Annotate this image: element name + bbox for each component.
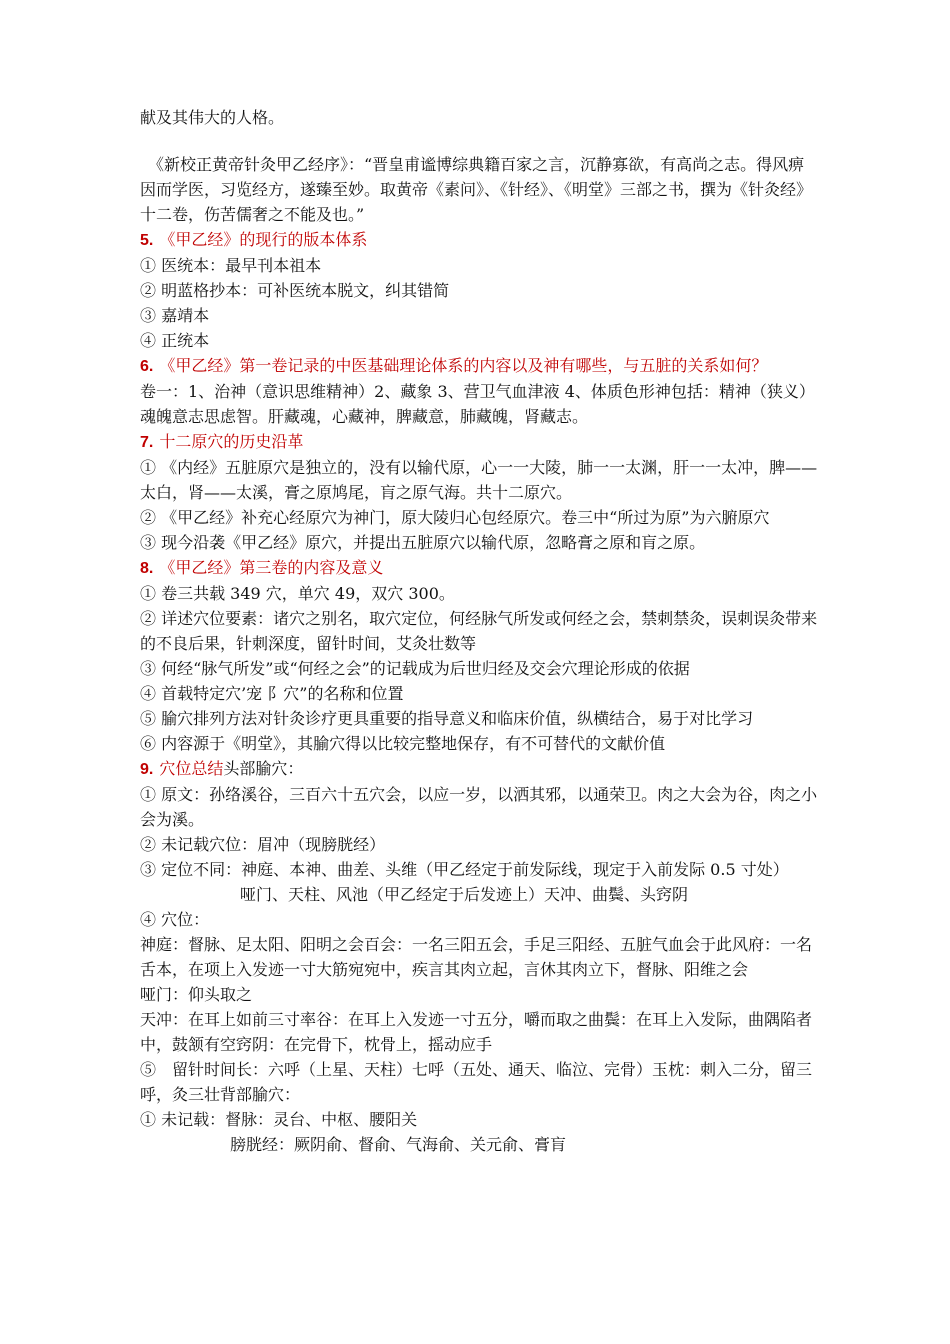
heading-number: 8.	[140, 560, 154, 577]
list-item: ① 《内经》五脏原穴是独立的，没有以输代原，心一一大陵，肺一一太渊，肝一一太冲，脾——太白，肾——太溪，膏之原鸠尾，肓之原气海。共十二原穴。	[140, 458, 818, 502]
heading-text: 《甲乙经》第一卷记录的中医基础理论体系的内容以及神有哪些，与五脏的关系如何？	[159, 356, 768, 375]
paragraph: 天冲：在耳上如前三寸率谷：在耳上入发迹一寸五分，嚼而取之曲鬓：在耳上入发际，曲隅陷者中，鼓颔有空窍阴：在完骨下，枕骨上，摇动应手	[140, 1010, 813, 1054]
indented-line: 膀胱经：厥阴俞、督俞、气海俞、关元俞、膏肓	[230, 1135, 567, 1154]
heading-number: 9.	[140, 761, 154, 778]
text-line: 献及其伟大的人格。	[140, 108, 285, 127]
paragraph: 神庭：督脉、足太阳、阳明之会百会：一名三阳五会，手足三阳经、五脏气血会于此风府：一名舌本，在项上入发迹一寸大筋宛宛中，疾言其肉立起，言休其肉立下，督脉、阳维之会	[140, 935, 813, 979]
section-heading-9	[140, 756, 820, 782]
paragraph: 哑门：仰头取之	[140, 985, 253, 1004]
list-item: ① 原文：孙络溪谷，三百六十五穴会，以应一岁，以洒其邪，以通荣卫。肉之大会为谷，肉之小会为溪。	[140, 785, 818, 829]
heading-text: 穴位总结	[159, 759, 224, 778]
list-item: ⑤ 腧穴排列方法对针灸诊疗更具重要的指导意义和临床价值，纵横结合，易于对比学习	[140, 709, 754, 728]
section-heading-5	[140, 227, 820, 253]
quote-paragraph: 《新校正黄帝针灸甲乙经序》：“晋皇甫谧博综典籍百家之言，沉静寡欲，有高尚之志。得风痹因而学医，习览经方，遂臻至妙。取黄帝《素问》、《针经》、《明堂》三部之书，撰为《针灸经》十二卷，伤苦儒奢之不能及也。”	[140, 155, 813, 224]
list-item: ③ 何经“脉气所发”或“何经之会”的记载成为后世归经及交会穴理论形成的依据	[140, 659, 690, 678]
section-heading-6	[140, 353, 820, 379]
heading-text: 《甲乙经》的现行的版本体系	[159, 230, 368, 249]
list-item: ④ 穴位：	[140, 910, 210, 929]
list-item: ⑤ 留针时间长：六呼（上星、天柱）七呼（五处、通天、临泣、完骨）玉枕：刺入二分，留三呼，灸三壮背部腧穴：	[140, 1060, 813, 1104]
list-item: ④ 正统本	[140, 331, 210, 350]
list-item: ③ 现今沿袭《甲乙经》原穴，并提出五脏原穴以输代原，忽略膏之原和肓之原。	[140, 533, 706, 552]
paragraph: 卷一：1、治神（意识思维精神）2、藏象 3、营卫气血津液 4、体质色形神包括：精神（狭义）魂魄意志思虑智。肝藏魂，心藏神，脾藏意，肺藏魄，肾藏志。	[140, 382, 815, 426]
heading-tail: 头部腧穴：	[223, 759, 304, 778]
section-heading-8	[140, 555, 820, 581]
document-page	[140, 105, 820, 1157]
list-item: ① 医统本：最早刊本祖本	[140, 256, 322, 275]
indented-line: 哑门、天柱、风池（甲乙经定于后发迹上）天冲、曲鬓、头窍阴	[240, 885, 689, 904]
paragraph-gap	[140, 130, 820, 152]
heading-number: 7.	[140, 434, 154, 451]
list-item: ③ 定位不同：神庭、本神、曲差、头维（甲乙经定于前发际线，现定于入前发际 0.5 寸处）	[140, 860, 789, 879]
list-item: ② 《甲乙经》补充心经原穴为神门，原大陵归心包经原穴。卷三中“所过为原”为六腑原穴	[140, 508, 770, 527]
heading-number: 5.	[140, 232, 154, 249]
list-item: ② 详述穴位要素：诸穴之别名，取穴定位，何经脉气所发或何经之会，禁刺禁灸，误刺误灸带来的不良后果，针刺深度，留针时间，艾灸壮数等	[140, 609, 818, 653]
list-item: ② 未记载穴位：眉冲（现膀胱经）	[140, 835, 386, 854]
list-item: ④ 首载特定穴’宠 阝穴”的名称和位置	[140, 684, 404, 703]
heading-number: 6.	[140, 358, 154, 375]
section-heading-7	[140, 429, 820, 455]
list-item: ⑥ 内容源于《明堂》，其腧穴得以比较完整地保存，有不可替代的文献价值	[140, 734, 666, 753]
list-item: ① 卷三共载 349 穴，单穴 49，双穴 300。	[140, 584, 455, 603]
heading-text: 十二原穴的历史沿革	[159, 432, 304, 451]
heading-text: 《甲乙经》第三卷的内容及意义	[159, 558, 384, 577]
list-item: ② 明蓝格抄本：可补医统本脱文，纠其错简	[140, 281, 450, 300]
list-item: ③ 嘉靖本	[140, 306, 210, 325]
list-item: ① 未记载：督脉：灵台、中枢、腰阳关	[140, 1110, 418, 1129]
